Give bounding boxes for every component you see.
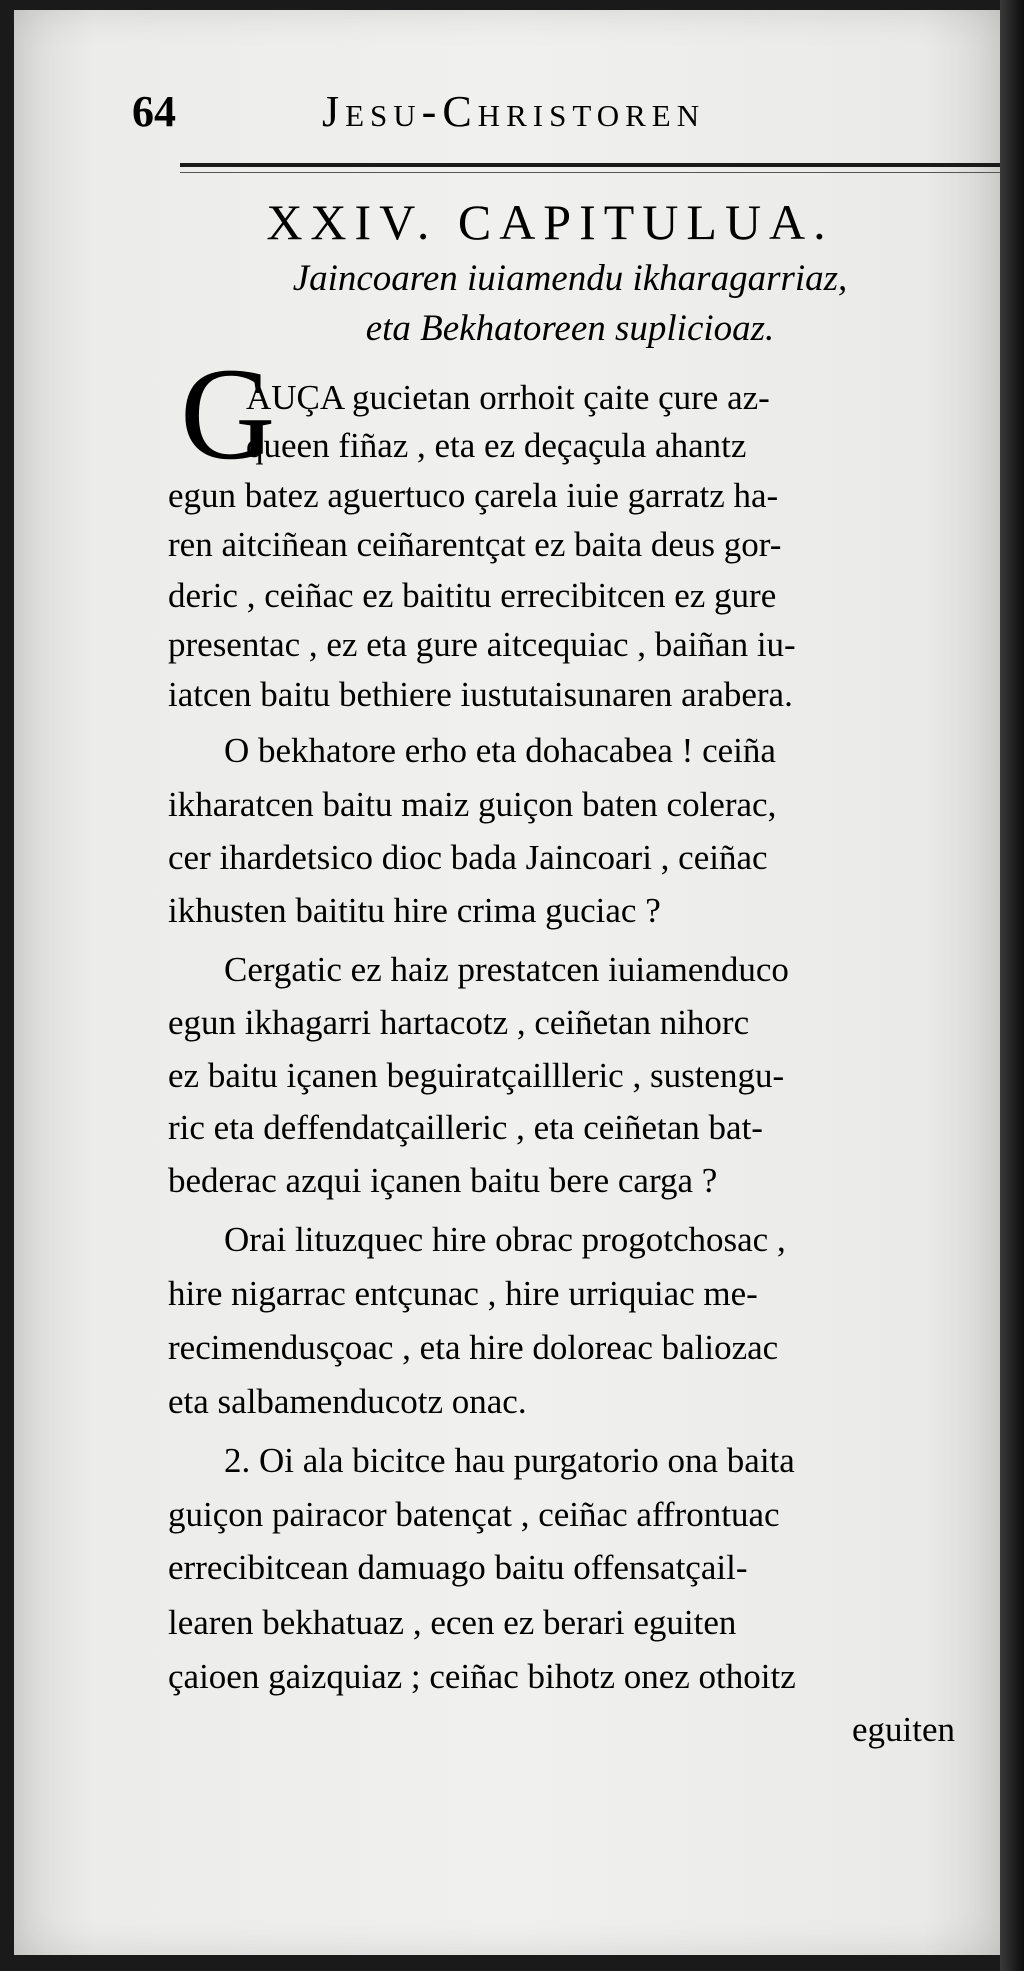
text-line: ric eta deffendatçailleric , eta ceiñetan bat- — [168, 1108, 763, 1147]
text-line: queen fiñaz , eta ez deçaçula ahantz — [246, 426, 747, 465]
chapter-title: XXIV. CAPITULUA. — [266, 194, 834, 250]
text-line: egun ikhagarri hartacotz , ceiñetan nihorc — [168, 1003, 750, 1042]
text-line: Cergatic ez haiz prestatcen iuiamenduco — [224, 950, 789, 989]
text-line: çaioen gaizquiaz ; ceiñac bihotz onez othoitz — [168, 1657, 796, 1696]
drop-cap: G — [180, 340, 276, 487]
text-line: ikharatcen baitu maiz guiçon baten colerac, — [168, 785, 777, 824]
text-line: guiçon pairacor batençat , ceiñac affrontuac — [168, 1495, 780, 1534]
page-edge-shadow — [1000, 0, 1024, 1971]
text-line: bederac azqui içanen baitu bere carga ? — [168, 1161, 718, 1200]
text-line: Orai lituzquec hire obrac progotchosac , — [224, 1220, 786, 1259]
chapter-subtitle-line-2: eta Bekhatoreen suplicioaz. — [365, 308, 775, 349]
text-line: iatcen baitu bethiere iustutaisunaren arabera. — [168, 675, 793, 714]
text-line: ikhusten baititu hire crima guciac ? — [168, 891, 661, 930]
text-line: errecibitcean damuago baitu offensatçail- — [168, 1548, 748, 1587]
text-line: eta salbamenducotz onac. — [168, 1382, 527, 1421]
chapter-subtitle-line-1: Jaincoaren iuiamendu ikharagarriaz, — [292, 258, 848, 299]
header-rule — [180, 163, 1000, 167]
text-line: egun batez aguertuco çarela iuie garratz ha- — [168, 476, 779, 515]
text-line: cer ihardetsico dioc bada Jaincoari , ceiñac — [168, 838, 768, 877]
text-line: deric , ceiñac ez baititu errecibitcen ez gure — [168, 576, 777, 615]
running-title: Jesu-Christoren — [322, 87, 706, 136]
text-line: O bekhatore erho eta dohacabea ! ceiña — [224, 731, 776, 770]
running-head — [120, 82, 980, 142]
text-line: AUÇA gucietan orrhoit çaite çure az- — [246, 378, 770, 417]
catchword: eguiten — [852, 1710, 956, 1749]
text-line: ez baitu içanen beguiratçaillleric , sustengu- — [168, 1056, 785, 1095]
text-line: ren aitciñean ceiñarentçat ez baita deus gor- — [168, 525, 782, 564]
text-line: hire nigarrac entçunac , hire urriquiac me- — [168, 1274, 758, 1313]
header-rule-thin — [180, 172, 1000, 173]
text-line: learen bekhatuaz , ecen ez berari eguiten — [168, 1603, 737, 1642]
text-line: presentac , ez eta gure aitcequiac , baiñan iu- — [168, 625, 796, 664]
text-line: 2. Oi ala bicitce hau purgatorio ona baita — [224, 1441, 795, 1480]
text-line: recimendusçoac , eta hire doloreac baliozac — [168, 1328, 779, 1367]
page-number: 64 — [132, 87, 176, 136]
